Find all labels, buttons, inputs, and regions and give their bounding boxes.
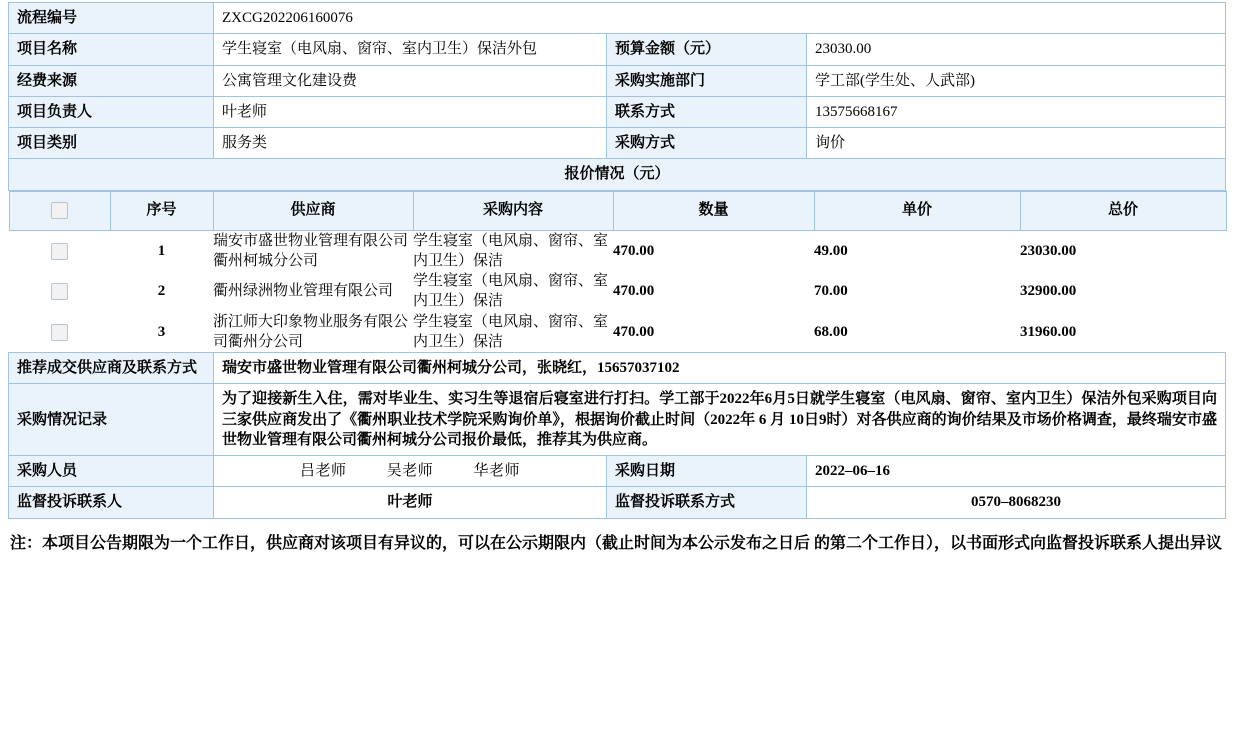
table-row-project-name xyxy=(9,34,1226,65)
select-all-checkbox[interactable] xyxy=(51,202,68,219)
value-owner: 叶老师 xyxy=(214,96,607,127)
label-supervisor: 监督投诉联系人 xyxy=(9,487,214,518)
label-process-no: 流程编号 xyxy=(9,3,214,34)
value-supervisor-contact: 0570–8068230 xyxy=(807,487,1226,518)
quotes-header-qty: 数量 xyxy=(613,191,814,230)
table-row-fund-source xyxy=(9,65,1226,96)
row-supplier: 衢州绿洲物业管理有限公司 xyxy=(213,283,394,300)
label-method: 采购方式 xyxy=(607,128,807,159)
row-select-cell xyxy=(9,312,110,353)
table-row-staff xyxy=(9,456,1226,487)
row-supplier: 浙江师大印象物业服务有限公司衢州分公司 xyxy=(213,313,409,350)
quotes-table xyxy=(9,191,1227,353)
table-row-owner xyxy=(9,96,1226,127)
value-staff xyxy=(214,456,607,487)
row-unit-price: 49.00 xyxy=(814,242,848,259)
label-budget: 预算金额（元） xyxy=(607,34,807,65)
label-record: 采购情况记录 xyxy=(9,384,214,456)
row-checkbox[interactable] xyxy=(51,324,68,341)
row-content: 学生寝室（电风扇、窗帘、室内卫生）保洁 xyxy=(413,232,609,269)
announcement-note: 注：本项目公告期限为一个工作日，供应商对该项目有异议的，可以在公示期限内（截止时间为本公示发布之日后 的第二个工作日），以书面形式向监督投诉联系人提出异议 xyxy=(10,534,1223,552)
row-qty: 470.00 xyxy=(613,242,655,259)
value-category: 服务类 xyxy=(214,128,607,159)
label-fund-source: 经费来源 xyxy=(9,65,214,96)
table-row-quotes-title xyxy=(9,159,1226,190)
row-unit-price: 70.00 xyxy=(814,283,848,300)
table-row-quotes-table xyxy=(9,190,1226,353)
quotes-section-title: 报价情况（元） xyxy=(9,159,1226,190)
label-supervisor-contact: 监督投诉联系方式 xyxy=(607,487,807,518)
label-project-name: 项目名称 xyxy=(9,34,214,65)
row-qty: 470.00 xyxy=(613,323,655,340)
staff-1: 吕老师 xyxy=(299,463,347,479)
quotes-header-index: 序号 xyxy=(110,191,213,230)
label-recommend: 推荐成交供应商及联系方式 xyxy=(9,353,214,384)
row-checkbox[interactable] xyxy=(51,243,68,260)
row-total: 31960.00 xyxy=(1020,323,1077,340)
staff-3: 华老师 xyxy=(473,463,521,479)
table-row-record xyxy=(9,384,1226,456)
procurement-info-table xyxy=(8,2,1226,519)
label-staff: 采购人员 xyxy=(9,456,214,487)
value-process-no: ZXCG202206160076 xyxy=(214,3,1226,34)
value-dept: 学工部(学生处、人武部) xyxy=(807,65,1226,96)
row-checkbox[interactable] xyxy=(51,283,68,300)
value-recommend: 瑞安市盛世物业管理有限公司衢州柯城分公司，张晓红，15657037102 xyxy=(214,353,1226,384)
value-record: 为了迎接新生入住，需对毕业生、实习生等退宿后寝室进行打扫。学工部于2022年6月5日就学生寝室（电风扇、窗帘、室内卫生）保洁外包采购项目向三家供应商发出了《衢州职业技术学院采购询价单》，根据询价截止时间（2022年 6 月 10日9时）对各供应商的询价结果及市场价格调查，最终瑞安市盛世物业管理有限公司衢州柯城分公司报价最低，推荐其为供应商。 xyxy=(214,384,1226,456)
quotes-header-unit-price: 单价 xyxy=(814,191,1020,230)
row-select-cell xyxy=(9,230,110,271)
table-row xyxy=(9,271,1226,312)
quotes-header-select xyxy=(9,191,110,230)
quotes-header-row xyxy=(9,191,1226,230)
value-supervisor: 叶老师 xyxy=(214,487,607,518)
row-total: 32900.00 xyxy=(1020,283,1077,300)
table-row-supervisor xyxy=(9,487,1226,518)
row-total: 23030.00 xyxy=(1020,242,1077,259)
staff-2: 吴老师 xyxy=(386,463,434,479)
row-content: 学生寝室（电风扇、窗帘、室内卫生）保洁 xyxy=(413,313,609,350)
table-row-category xyxy=(9,128,1226,159)
label-date: 采购日期 xyxy=(607,456,807,487)
value-project-name: 学生寝室（电风扇、窗帘、室内卫生）保洁外包 xyxy=(214,34,607,65)
quotes-header-total: 总价 xyxy=(1020,191,1226,230)
label-owner: 项目负责人 xyxy=(9,96,214,127)
row-qty: 470.00 xyxy=(613,283,655,300)
row-index: 3 xyxy=(157,323,166,340)
value-date: 2022–06–16 xyxy=(807,456,1226,487)
label-dept: 采购实施部门 xyxy=(607,65,807,96)
value-contact: 13575668167 xyxy=(807,96,1226,127)
procurement-announcement-page xyxy=(0,2,1233,556)
table-row xyxy=(9,312,1226,353)
row-supplier: 瑞安市盛世物业管理有限公司衢州柯城分公司 xyxy=(213,232,409,269)
table-row xyxy=(9,230,1226,271)
table-row-recommend xyxy=(9,353,1226,384)
value-method: 询价 xyxy=(807,128,1226,159)
row-select-cell xyxy=(9,271,110,312)
row-content: 学生寝室（电风扇、窗帘、室内卫生）保洁 xyxy=(413,273,609,310)
row-index: 1 xyxy=(157,242,166,259)
row-index: 2 xyxy=(157,283,166,300)
value-fund-source: 公寓管理文化建设费 xyxy=(214,65,607,96)
value-budget: 23030.00 xyxy=(807,34,1226,65)
row-unit-price: 68.00 xyxy=(814,323,848,340)
label-category: 项目类别 xyxy=(9,128,214,159)
quotes-header-supplier: 供应商 xyxy=(213,191,413,230)
quotes-header-content: 采购内容 xyxy=(413,191,613,230)
label-contact: 联系方式 xyxy=(607,96,807,127)
table-row-process-no xyxy=(9,3,1226,34)
